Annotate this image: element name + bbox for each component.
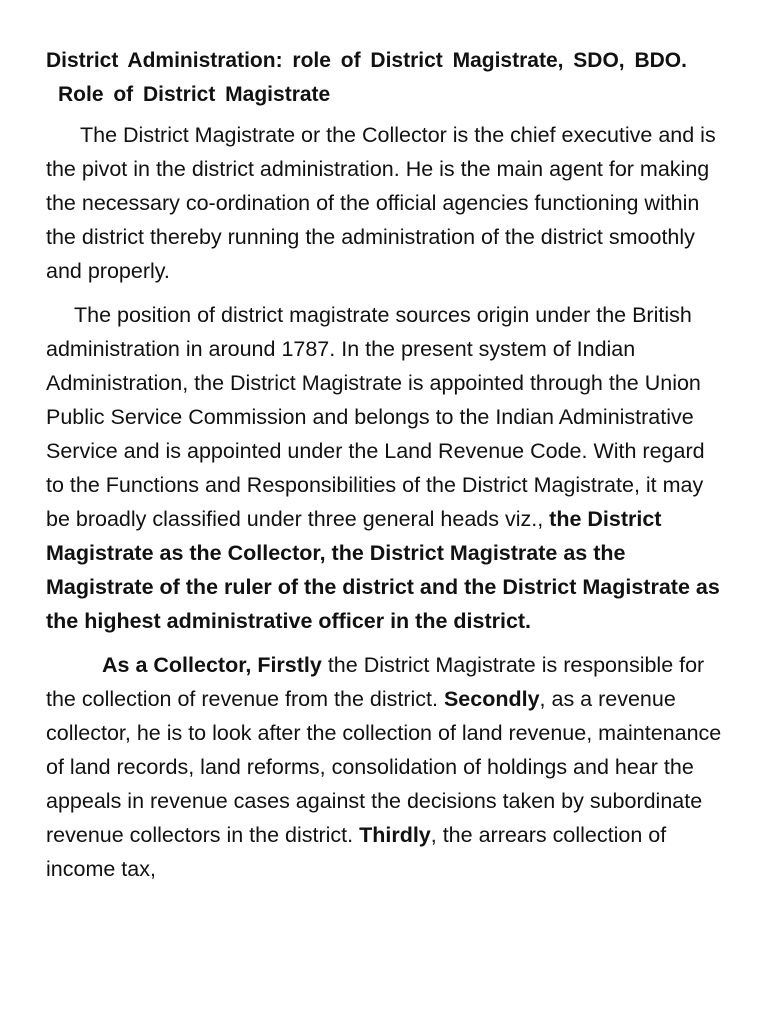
paragraph-2-bold-text: the District Magistrate as the Collector, the District Magistrate as the Magistrate of the ruler of the district and the District Magistrate as the highest administrative officer in the district. bbox=[46, 507, 720, 633]
paragraph-3-secondly: Secondly bbox=[443, 687, 540, 711]
paragraph-3-text-1: the District Magistrate is responsible for the collection of revenue from the district. bbox=[46, 653, 705, 711]
paragraph-3-text-2: , as a revenue collector, he is to look after the collection of land revenue, maintenance of land records, land reforms, consolidation of holdings and hear the appeals in revenue cases against the decisions taken by subordinate revenue collectors in the district. bbox=[46, 687, 722, 847]
document-page bbox=[46, 44, 726, 896]
paragraph-1-text: The District Magistrate or the Collector is the chief executive and is the pivot in the district administration. He is the main agent for making the necessary co-ordination of the official agencies functioning within the district thereby running the administration of the district smoothly and properly. bbox=[46, 123, 716, 283]
paragraph-3 bbox=[46, 648, 726, 886]
document-title: District Administration: role of District Magistrate, SDO, BDO. bbox=[46, 49, 687, 72]
paragraph-3-thirdly: Thirdly bbox=[359, 823, 431, 847]
section-heading: Role of District Magistrate bbox=[58, 83, 331, 106]
paragraph-2-text: The position of district magistrate sources origin under the British administration in around 1787. In the present system of Indian Administration, the District Magistrate is appointed through the Union Public Service Commission and belongs to the Indian Administrative Service and is appointed under the Land Revenue Code. With regard to the Functions and Responsibilities of the District Magistrate, it may be broadly classified under three general heads viz., bbox=[46, 303, 705, 531]
paragraph-3-lead: As a Collector, Firstly bbox=[102, 653, 322, 677]
paragraph-3-text-3: , the arrears collection of income tax, bbox=[46, 823, 667, 881]
paragraph-2 bbox=[46, 298, 726, 638]
paragraph-1 bbox=[46, 118, 726, 288]
